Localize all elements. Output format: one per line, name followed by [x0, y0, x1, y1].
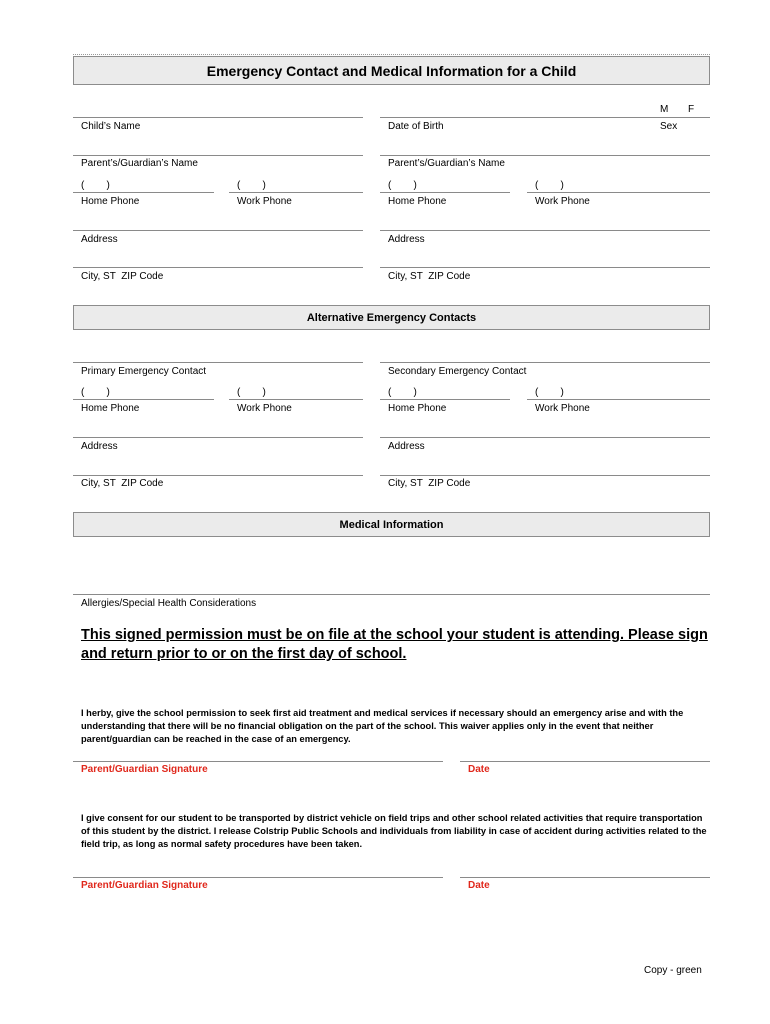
- work-phone-area-code: ( ): [237, 180, 266, 191]
- alt-home-phone-field[interactable]: [73, 399, 214, 400]
- city-zip-label-right: City, ST ZIP Code: [388, 271, 471, 282]
- work-phone-field-right[interactable]: [527, 192, 710, 193]
- alt-home-phone-field-right[interactable]: [380, 399, 510, 400]
- date-of-birth-field[interactable]: [380, 117, 710, 118]
- home-phone-field[interactable]: [73, 192, 214, 193]
- alt-home-phone-area-code-right: ( ): [388, 387, 417, 398]
- home-phone-area-code-right: ( ): [388, 180, 417, 191]
- permission-notice: This signed permission must be on file at the school your student is attending. Please sign and return prior to or on the first day of school.: [81, 627, 708, 662]
- sex-option-female[interactable]: F: [688, 104, 695, 115]
- alt-city-zip-label-left: City, ST ZIP Code: [81, 478, 164, 489]
- address-label-left: Address: [81, 234, 118, 245]
- transport-signature-label: Parent/Guardian Signature: [81, 880, 208, 891]
- guardian-name-label-left: Parent’s/Guardian’s Name: [81, 158, 198, 169]
- guardian-name-label-right: Parent’s/Guardian’s Name: [388, 158, 505, 169]
- alt-work-phone-field-right[interactable]: [527, 399, 710, 400]
- home-phone-label-right: Home Phone: [388, 196, 447, 207]
- alt-address-label-right: Address: [388, 441, 425, 452]
- childs-name-field[interactable]: [73, 117, 363, 118]
- first-aid-date-field[interactable]: [460, 761, 710, 762]
- date-of-birth-label: Date of Birth: [388, 121, 444, 132]
- secondary-contact-label: Secondary Emergency Contact: [388, 366, 527, 377]
- address-field-right[interactable]: [380, 230, 710, 231]
- primary-contact-label: Primary Emergency Contact: [81, 366, 207, 377]
- medical-information-heading: Medical Information: [73, 512, 710, 537]
- alt-home-phone-label: Home Phone: [81, 403, 140, 414]
- city-zip-field-right[interactable]: [380, 267, 710, 268]
- home-phone-label: Home Phone: [81, 196, 140, 207]
- form-title: Emergency Contact and Medical Information for a Child: [73, 56, 710, 85]
- allergies-field[interactable]: [73, 594, 710, 595]
- alt-work-phone-field[interactable]: [229, 399, 363, 400]
- first-aid-consent-text: I herby, give the school permission to seek first aid treatment and medical services if necessary should an emergency arise and with the understanding that there will be no financial obligation on the part of the school. This waiver applies only in the event that neither parent/guardian can be reached in the case of an emergency.: [81, 708, 684, 744]
- first-aid-signature-field[interactable]: [73, 761, 443, 762]
- work-phone-label: Work Phone: [237, 196, 292, 207]
- alt-work-phone-label-right: Work Phone: [535, 403, 590, 414]
- alt-work-phone-area-code-right: ( ): [535, 387, 564, 398]
- work-phone-field[interactable]: [229, 192, 363, 193]
- alt-address-field-right[interactable]: [380, 437, 710, 438]
- transport-date-label: Date: [468, 880, 490, 891]
- first-aid-date-label: Date: [468, 764, 490, 775]
- work-phone-label-right: Work Phone: [535, 196, 590, 207]
- secondary-contact-field[interactable]: [380, 362, 710, 363]
- alt-city-zip-field-left[interactable]: [73, 475, 363, 476]
- guardian-name-field-right[interactable]: [380, 155, 710, 156]
- alt-work-phone-area-code: ( ): [237, 387, 266, 398]
- address-field-left[interactable]: [73, 230, 363, 231]
- work-phone-area-code-right: ( ): [535, 180, 564, 191]
- guardian-name-field-left[interactable]: [73, 155, 363, 156]
- alt-city-zip-field-right[interactable]: [380, 475, 710, 476]
- alt-address-label-left: Address: [81, 441, 118, 452]
- alt-address-field-left[interactable]: [73, 437, 363, 438]
- allergies-label: Allergies/Special Health Considerations: [81, 598, 257, 609]
- alt-work-phone-label: Work Phone: [237, 403, 292, 414]
- alternative-contacts-heading: Alternative Emergency Contacts: [73, 305, 710, 330]
- transport-consent-text: I give consent for our student to be transported by district vehicle on field trips and other school related activities that require transportation of this student by the district. I release Colstrip Public Schools and individuals from liability in case of accident during activities related to the field trip, as long as normal safety procedures have been taken.: [81, 813, 707, 849]
- city-zip-label-left: City, ST ZIP Code: [81, 271, 164, 282]
- home-phone-area-code: ( ): [81, 180, 110, 191]
- sex-option-male[interactable]: M: [660, 104, 669, 115]
- primary-contact-field[interactable]: [73, 362, 363, 363]
- address-label-right: Address: [388, 234, 425, 245]
- childs-name-label: Child’s Name: [81, 121, 141, 132]
- sex-label: Sex: [660, 121, 678, 132]
- city-zip-field-left[interactable]: [73, 267, 363, 268]
- alt-city-zip-label-right: City, ST ZIP Code: [388, 478, 471, 489]
- home-phone-field-right[interactable]: [380, 192, 510, 193]
- alt-home-phone-area-code: ( ): [81, 387, 110, 398]
- alt-home-phone-label-right: Home Phone: [388, 403, 447, 414]
- transport-signature-field[interactable]: [73, 877, 443, 878]
- copy-color-note: Copy - green: [644, 965, 702, 976]
- first-aid-signature-label: Parent/Guardian Signature: [81, 764, 208, 775]
- transport-date-field[interactable]: [460, 877, 710, 878]
